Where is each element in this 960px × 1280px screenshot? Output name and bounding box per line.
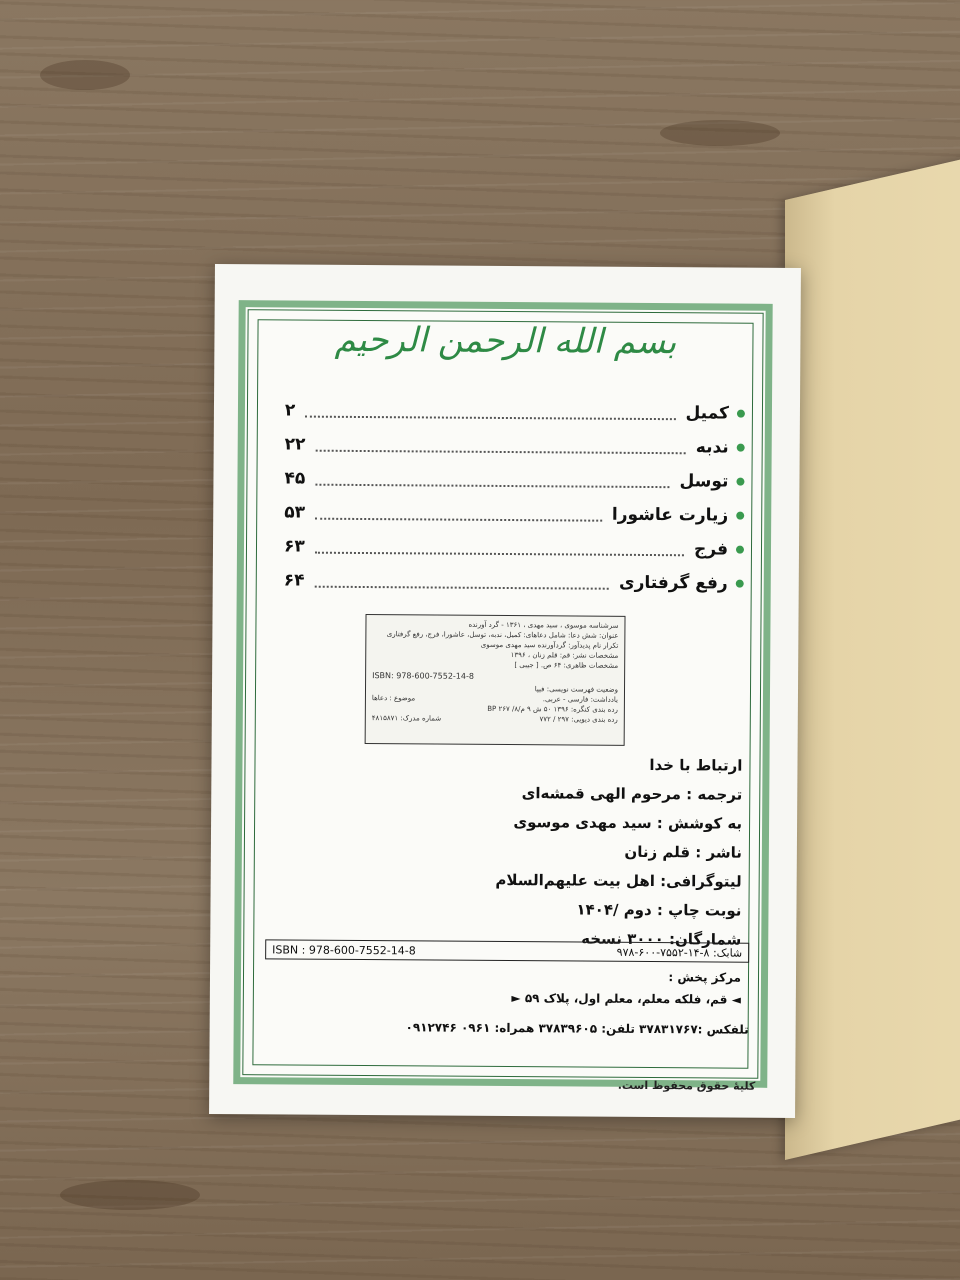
isbn-persian: شابک: ۸-۱۴-۷۵۵۲-۶۰۰-۹۷۸ — [616, 945, 743, 960]
toc-title: کمیل — [685, 403, 730, 424]
dot-leader — [315, 484, 669, 488]
lithography: لیتوگرافی: اهل بیت علیهم‌السلام — [495, 870, 742, 891]
cip-line: عنوان: شش دعا: شامل دعاهای: کمیل، ندبه، توسل، عاشورا، فرج، رفع گرفتاری — [386, 630, 619, 640]
table-of-contents — [284, 393, 745, 600]
distribution-title: مرکز پخش : — [668, 970, 742, 985]
print-edition: نوبت چاپ : دوم /۱۴۰۴ — [576, 900, 742, 920]
toc-page: ۲۲ — [284, 434, 306, 455]
isbn-latin: ISBN : 978-600-7552-14-8 — [272, 942, 416, 957]
cip-line: رده بندی دیویی: ۲۹۷ / ۷۷۲ — [539, 715, 618, 724]
cip-line: وضعیت فهرست نویسی: فیپا — [534, 685, 619, 694]
toc-row — [285, 427, 745, 464]
cip-subject: موضوع : دعاها — [371, 694, 416, 703]
translator: ترجمه : مرحوم الهی قمشه‌ای — [521, 784, 743, 804]
wood-knot — [40, 60, 130, 90]
facing-page — [785, 154, 960, 1160]
cip-line: یادداشت: فارسی - عربی. — [542, 695, 618, 704]
toc-page: ۶۳ — [283, 536, 305, 557]
toc-row — [285, 393, 745, 430]
cip-line: رده بندی کنگره: ۱۳۹۶ ۵۰ ش ۹ م/۸/ ۲۶۷ BP — [487, 704, 618, 714]
print-run: شمارگان: ۳۰۰۰ نسخه — [581, 929, 742, 949]
wood-knot — [60, 1180, 200, 1210]
bullet-icon — [736, 580, 744, 588]
cip-isbn: ISBN: 978-600-7552-14-8 — [372, 671, 475, 681]
cip-line: مشخصات نشر: قم: قلم زنان ، ۱۳۹۶ — [510, 651, 619, 660]
copyright-notice: کلیهٔ حقوق محفوظ است. — [617, 1078, 756, 1093]
toc-row — [284, 563, 744, 600]
publication-info — [495, 755, 743, 960]
toc-row — [284, 495, 744, 532]
cip-meta-row — [372, 713, 618, 725]
contact-numbers: تلفکس :۳۷۸۳۱۷۶۷ تلفن: ۳۷۸۳۹۶۰۵ همراه: ۰۹۶۱ ۰۹۱۲۷۴۶ — [405, 1020, 749, 1037]
bismillah-calligraphy: بسم الله الرحمن الرحیم — [334, 319, 677, 363]
toc-page: ۵۳ — [284, 502, 306, 523]
toc-row — [284, 461, 744, 498]
toc-title: فرج — [693, 539, 729, 560]
cataloging-box — [365, 614, 626, 746]
toc-page: ۶۴ — [283, 570, 305, 591]
bullet-icon — [736, 512, 744, 520]
dot-leader — [315, 552, 684, 557]
isbn-box — [265, 939, 749, 962]
cip-line: تکرار نام پدیدآور: گردآورنده سید مهدی موسوی — [480, 640, 619, 650]
toc-page: ۲ — [284, 400, 296, 421]
toc-title: ندبه — [695, 437, 729, 458]
ornamental-border — [233, 300, 772, 1088]
bullet-icon — [736, 478, 744, 486]
toc-title: رفع گرفتاری — [618, 572, 728, 594]
toc-page: ۴۵ — [284, 468, 306, 489]
publisher: ناشر : قلم زنان — [624, 842, 742, 862]
toc-title: زیارت عاشورا — [611, 504, 729, 526]
toc-row — [284, 529, 744, 566]
dot-leader — [315, 450, 685, 455]
dot-leader — [305, 416, 675, 421]
toc-title: توسل — [679, 471, 729, 492]
compiler: به کوشش : سید مهدی موسوی — [513, 813, 743, 833]
wood-knot — [660, 120, 780, 146]
distribution-address: ◄ قم، فلکه معلم، معلم اول، پلاک ۵۹ ► — [511, 991, 741, 1007]
dot-leader — [314, 586, 609, 590]
dot-leader — [315, 518, 602, 522]
distribution-center — [511, 969, 741, 1015]
bullet-icon — [736, 546, 744, 554]
book-title: ارتباط با خدا — [649, 756, 743, 775]
bullet-icon — [737, 444, 745, 452]
cip-number: شماره مدرک: ۴۸۱۵۸۷۱ — [371, 714, 442, 723]
cip-line: مشخصات ظاهری: ۶۴ ص. [ جیبی ] — [514, 661, 619, 670]
bullet-icon — [737, 410, 745, 418]
book-page — [209, 264, 801, 1118]
cip-line: سرشناسه موسوی ، سید مهدی ، ۱۳۶۱ - گرد آورنده — [468, 620, 619, 630]
